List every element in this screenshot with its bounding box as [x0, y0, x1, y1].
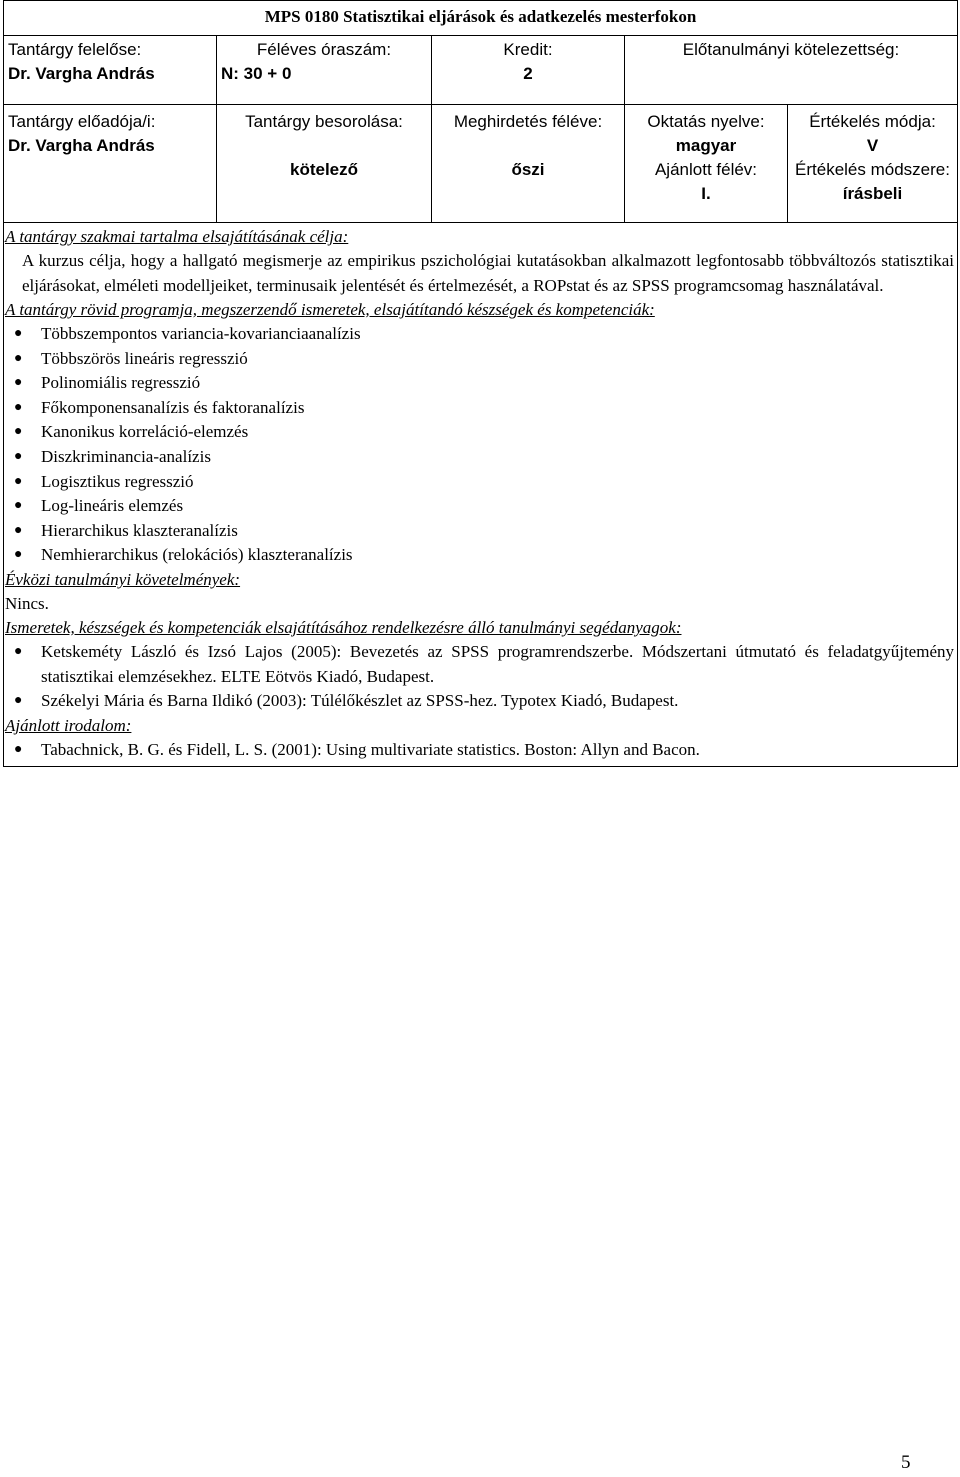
semester-value: őszi [511, 160, 545, 179]
recommended-label: Ajánlott félév: [654, 160, 758, 179]
bullet-icon: ● [14, 424, 23, 440]
responsible-label: Tantárgy felelőse: [8, 40, 142, 59]
course-sheet [3, 0, 958, 767]
bullet-icon: ● [14, 693, 23, 709]
list-item: ● Nemhierarchikus (relokációs) klaszteranalízis [4, 543, 954, 568]
responsible-value: Dr. Vargha András [8, 64, 155, 83]
bullet-icon: ● [14, 399, 23, 415]
goal-text: A kurzus célja, hogy a hallgató megismerje az empirikus pszichológiai kutatásokban alkalmazott legfontosabb többváltozós statisztikai eljárásokat, elméleti modelljeiket, terminusaik jelentését és értelmezését, a ROPstat és az SPSS programcsomag használatával. [22, 251, 954, 295]
literature-heading: Ajánlott irodalom: [5, 715, 132, 735]
requirements-heading: Évközi tanulmányi követelmények: [5, 569, 241, 589]
evaluation-cell [788, 105, 957, 222]
course-title: MPS 0180 Statisztikai eljárások és adatkezelés mesterfokon [264, 7, 697, 26]
course-table [3, 0, 958, 767]
hours-value: N: 30 + 0 [221, 64, 292, 83]
classification-cell [217, 105, 432, 222]
eval-method-label: Értékelés módszere: [795, 160, 950, 179]
classification-value: kötelező [289, 160, 359, 179]
responsible-cell [4, 36, 217, 104]
lecturer-value: Dr. Vargha András [8, 136, 155, 155]
list-item: ● Székelyi Mária és Barna Ildikó (2003): Túlélőkészlet az SPSS-hez. Typotex Kiadó, Budapest. [4, 689, 954, 714]
hours-label: Féléves óraszám: [256, 40, 392, 59]
prereq-label: Előtanulmányi kötelezettség: [682, 40, 900, 59]
classification-label: Tantárgy besorolása: [245, 112, 403, 131]
bullet-icon: ● [14, 741, 23, 757]
eval-method-value: írásbeli [842, 184, 903, 203]
credit-cell [432, 36, 625, 104]
language-label: Oktatás nyelve: [647, 112, 765, 131]
language-cell [625, 105, 788, 222]
literature-list [4, 738, 954, 763]
content-row [4, 223, 957, 766]
eval-mode-value: V [866, 136, 879, 155]
list-item: ● Log-lineáris elemzés [4, 494, 954, 519]
semester-label: Meghirdetés féléve: [453, 112, 603, 131]
list-item: ● Ketskeméty László és Izsó Lajos (2005): Bevezetés az SPSS programrendszerbe. Módszertani útmutató és feladatgyűjtemény statisztikai elemzésekhez. ELTE Eötvös Kiadó, Budapest. [14, 641, 954, 686]
program-list [4, 322, 954, 568]
list-item: ● Kanonikus korreláció-elemzés [4, 420, 954, 445]
bullet-icon: ● [14, 643, 23, 659]
bullet-icon: ● [14, 375, 23, 391]
credit-label: Kredit: [503, 40, 553, 59]
info-row-2 [4, 105, 957, 223]
bullet-icon: ● [14, 547, 23, 563]
list-item: ● Diszkriminancia-analízis [4, 445, 954, 470]
bullet-icon: ● [14, 350, 23, 366]
list-item: ● Többszempontos variancia-kovarianciaanalízis [4, 322, 954, 347]
list-item: ● Többszörös lineáris regresszió [4, 347, 954, 372]
materials-list [4, 640, 954, 714]
recommended-value: I. [701, 184, 711, 203]
list-item: ● Tabachnick, B. G. és Fidell, L. S. (2001): Using multivariate statistics. Boston: Allyn and Bacon. [4, 738, 954, 763]
bullet-icon: ● [14, 522, 23, 538]
list-item: ● Hierarchikus klaszteranalízis [4, 519, 954, 544]
list-item: ● Főkomponensanalízis és faktoranalízis [4, 396, 954, 421]
content-cell [4, 223, 957, 766]
lecturer-label: Tantárgy előadója/i: [8, 112, 156, 131]
requirements-text: Nincs. [5, 593, 49, 613]
info-row-1 [4, 36, 957, 105]
program-heading: A tantárgy rövid programja, megszerzendő ismeretek, elsajátítandó készségek és kompetenciák: [5, 300, 655, 319]
eval-mode-label: Értékelés módja: [809, 112, 936, 131]
bullet-icon: ● [14, 473, 23, 489]
goal-heading: A tantárgy szakmai tartalma elsajátításának célja: [5, 227, 349, 246]
bullet-icon: ● [14, 326, 23, 341]
list-item: ● Logisztikus regresszió [4, 470, 954, 495]
language-value: magyar [675, 136, 737, 155]
semester-cell [432, 105, 625, 222]
bullet-icon: ● [14, 448, 23, 464]
prereq-cell [625, 36, 957, 104]
materials-heading: Ismeretek, készségek és kompetenciák elsajátításához rendelkezésre álló tanulmányi segédanyagok: [5, 617, 682, 637]
credit-value: 2 [523, 64, 533, 83]
lecturer-cell [4, 105, 217, 222]
hours-cell [217, 36, 432, 104]
list-item: ● Polinomiális regresszió [4, 371, 954, 396]
title-row [4, 1, 957, 36]
bullet-icon: ● [14, 498, 23, 514]
page-number: 5 [901, 1452, 911, 1473]
